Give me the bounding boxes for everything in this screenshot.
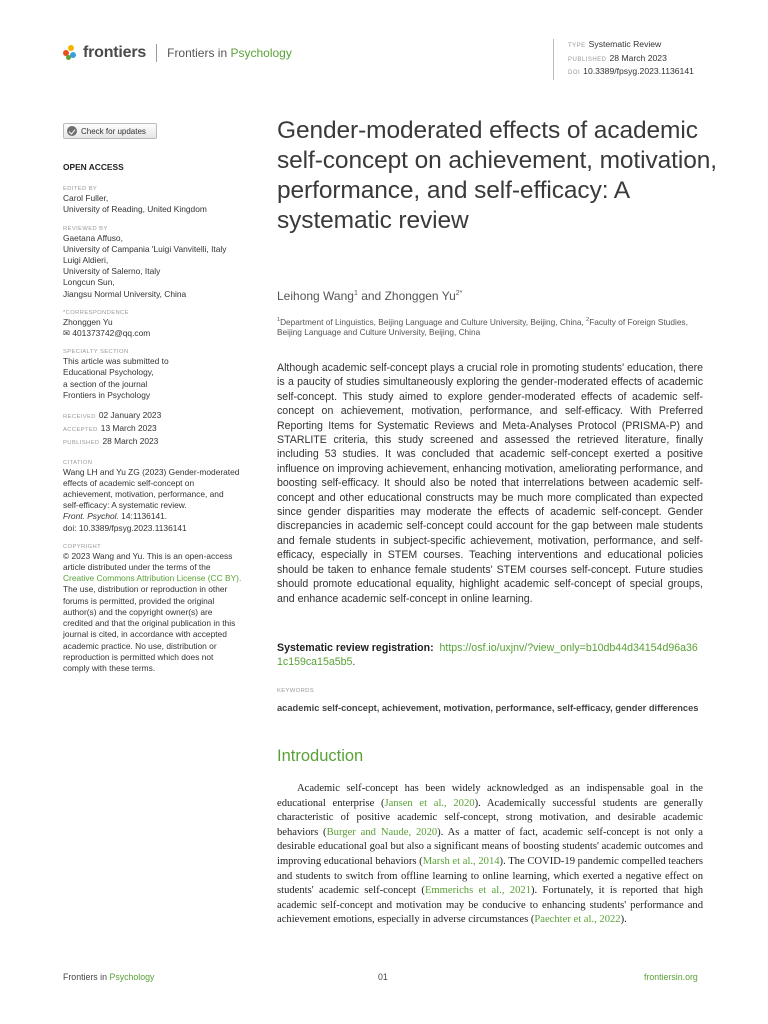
cc-by-license-link[interactable]: Creative Commons Attribution License (CC BY). [63,573,242,584]
author-1[interactable]: Leihong Wang [277,289,354,303]
citation-link[interactable]: Paechter et al., 2022 [534,914,621,926]
introduction-paragraph: Academic self-concept has been widely acknowledged as an indispensable goal in the educational enterprise (Jansen et al., 2020). Academically successful students are generally characteristic of positive academic self-concept, strong motivation, and desirable academic behaviors (Burger and Naude, 2020). As a matter of fact, academic self-concept is not only a desirable educational goal but also a significant means of boosting students' academic outcomes and improving educational behaviors (Marsh et al., 2014). The COVID-19 pandemic compelled teachers and students to switch from offline learning to online learning, which exerted a negative effect on students' academic self-concept (Emmerichs et al., 2021). Fortunately, it is reported that high academic self-concept and motivation may be conducive to enhancing students' performance and achievement emotions, especially in adverse circumstances (Paechter et al., 2022). [277,783,704,926]
frontiers-logo[interactable] [63,44,292,62]
brand-name: frontiers [83,44,147,61]
citation-link[interactable]: Burger and Naude, 2020 [326,826,438,838]
logo-divider [156,44,157,62]
abstract: Although academic self-concept plays a crucial role in promoting students' education, there is a paucity of studies simultaneously exploring the gender-moderated effects of academic self-concept. This study aimed to explore gender-moderated effects of academic self-concept on achievement, motivation, performance, and self-efficacy. With Preferred Reporting Items for Systematic Reviews and Meta-Analyses Protocol (PRISMA-P) and STARLITE criteria, this study screened and assessed the retrieved literature, finally including 53 studies. It was concluded that academic self-concept exerted a positive influence on improving achievement, enhancing motivation, ameliorating performance, and boosting self-efficacy. It should also be noted that interrelations between academic self-concept and other educational constructs may be much more complicated than expected since gender disparities may moderate the effects of academic self-concept. Gender discrepancies in academic self-concept could account for the gap between male students and female students in subject-specific achievement, motivation, performance, and self-efficacy, especially in STEM courses. Teaching interventions and educational policies should be taken to enhance female students' STEM courses self-concept. Future studies should promote educational equality, highlight academic self-concept of special groups, and enhance academic self-concept in online learning. [277,362,704,605]
author-2[interactable]: Zhonggen Yu [384,289,456,303]
check-for-updates-button[interactable]: Check for updates [63,123,157,139]
reviewed-by: REVIEWED BY Gaetana Affuso, University of Campania 'Luigi Vanvitelli, Italy Luigi Aldieri, University of Salerno, Italy Longcun Sun, Jiangsu Normal University, China [63,225,227,299]
page-number: 01 [378,972,388,982]
published-date: 28 March 2023 [609,52,667,63]
affiliations: $^1$Department of Linguistics, Beijing Language and Culture University, Beijing, China, $^2$Faculty of Foreign Studies, Beijing Language and Culture University, Beijing, China [277,316,688,338]
citation-link[interactable]: Marsh et al., 2014 [422,855,500,867]
doi: 10.3389/fpsyg.2023.1136141 [583,66,694,76]
sidebar [63,162,263,683]
open-access-label: OPEN ACCESS [63,162,124,172]
check-icon [67,126,77,136]
dates: RECEIVED 02 January 2023 ACCEPTED 13 March 2023 PUBLISHED 28 March 2023 [63,410,162,447]
citation-link[interactable]: Emmerichs et al., 2021 [424,885,531,897]
citation-link[interactable]: Jansen et al., 2020 [384,797,475,809]
correspondence: *CORRESPONDENCE Zhonggen Yu ✉ 401373742@qq.com [63,309,263,339]
citation: CITATION Wang LH and Yu ZG (2023) Gender-moderated effects of academic self-concept on achievement, motivation, performance, and self-efficacy: A systematic review. Front. Psychol. 14:1136141. doi: 10.3389/fpsyg.2023.1136141 [63,459,240,533]
footer-journal: Frontiers in Psychology [63,972,155,982]
specialty-section: SPECIALTY SECTION This article was submitted to Educational Psychology, a section of the journal Frontiers in Psychology [63,349,169,400]
introduction-heading: Introduction [277,747,364,765]
footer-site-link[interactable]: frontiersin.org [644,972,698,982]
email-link[interactable]: ✉ 401373742@qq.com [63,328,151,339]
article-type: Systematic Review [588,39,662,49]
copyright: COPYRIGHT © 2023 Wang and Yu. This is an open-access article distributed under the terms of the Creative Commons Attribution License (CC BY). The use, distribution or reproduction in other forums is permitted, provided the original author(s) and the copyright owner(s) are credited and that the original publication in this journal is cited, in accordance with accepted academic practice. No use, distribution or reproduction is permitted which does not comply with these terms. [63,543,242,673]
article-title: Gender-moderated effects of academic self-concept on achievement, motivation, performance, and self-efficacy: A systematic review [277,117,717,234]
journal-name: Frontiers in Psychology [167,46,292,60]
article-meta: TYPE Systematic Review PUBLISHED 28 March 2023 DOI 10.3389/fpsyg.2023.1136141 [553,39,694,80]
frontiers-logo-icon [63,45,77,61]
registration-link[interactable]: https://osf.io/uxjnv/?view_only=b10db44d34154d96a361c159ca15a5b5 [277,642,698,669]
registration: Systematic review registration: https://osf.io/uxjnv/?view_only=b10db44d34154d96a361c159ca15a5b5. [277,642,698,669]
edited-by: EDITED BY Carol Fuller, University of Reading, United Kingdom [63,186,207,215]
authors: Leihong Wang$^1$ and Zhonggen $Yu^{2*}$ [277,289,463,303]
keywords-heading: KEYWORDS [277,688,315,694]
keywords: academic self-concept, achievement, motivation, performance, self-efficacy, gender differences [277,703,699,713]
